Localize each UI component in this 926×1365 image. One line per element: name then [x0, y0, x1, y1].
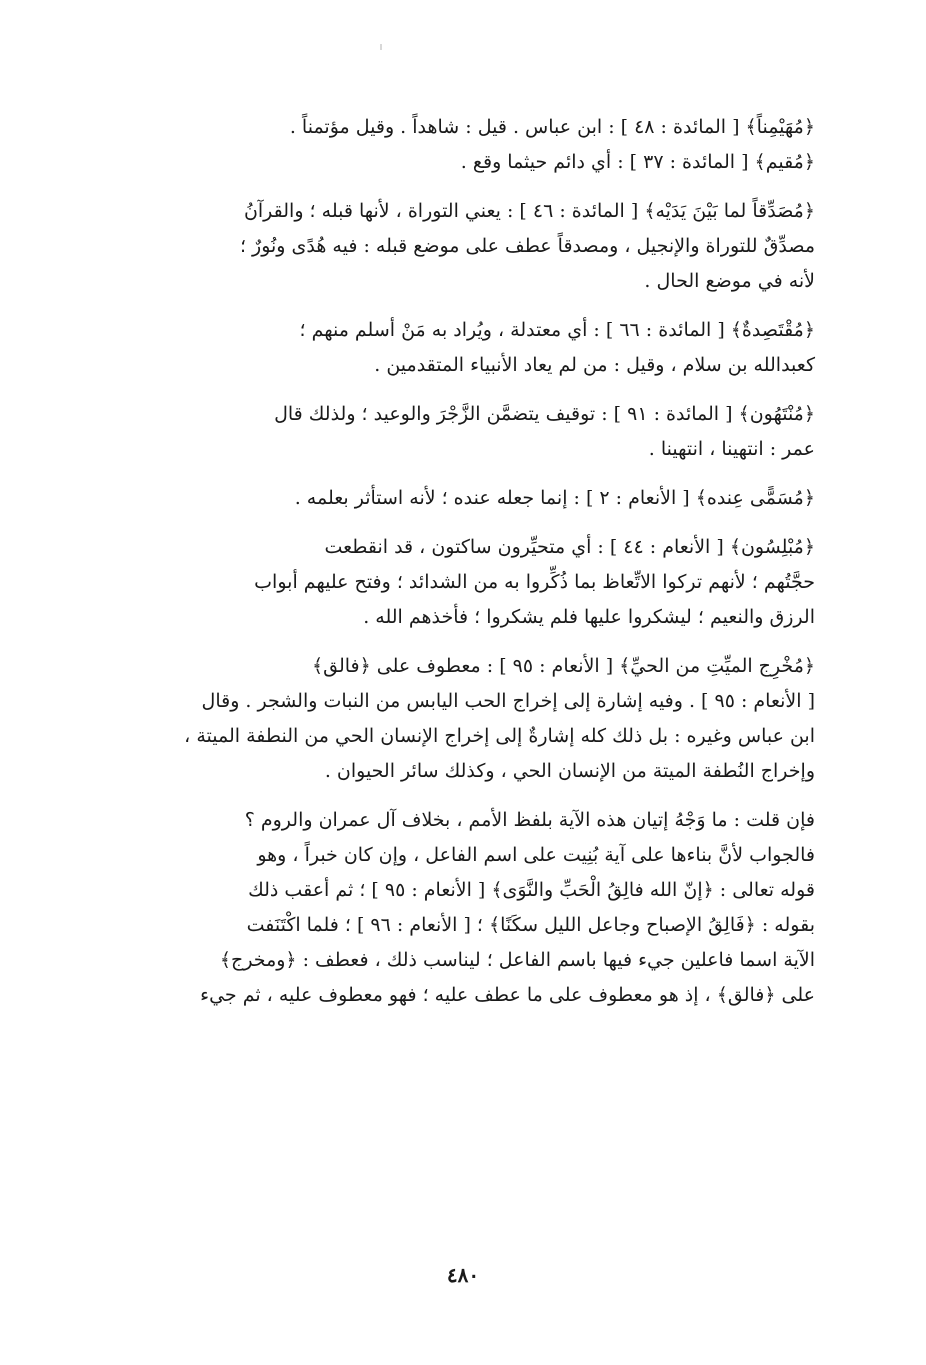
text-line: حجَّتُهم ؛ لأنهم تركوا الاتِّعاظ بما ذُكِّروا به من الشدائد ؛ وفتح عليهم أبواب	[254, 571, 815, 593]
text-line: ﴿مُخْرِج الميِّتِ من الحيِّ﴾ [ الأنعام : ٩٥ ] : معطوف على ﴿فالق﴾	[311, 655, 815, 677]
text-line: فإن قلت : ما وَجْهُ إتيان هذه الآية بلفظ الأمم ، بخلاف آل عمران والروم ؟	[244, 809, 815, 831]
text-line: وإخراج النُطفة الميتة من الإنسان الحي ، وكذلك سائر الحيوان .	[324, 760, 815, 782]
scan-mark	[380, 44, 382, 50]
text-line: عمر : انتهينا ، انتهينا .	[648, 438, 815, 460]
page-number: ٤٨٠	[446, 1263, 480, 1287]
text-line: ﴿مُنْتَهُون﴾ [ المائدة : ٩١ ] : توقيف يتضمَّن الزَّجْرَ والوعيد ؛ ولذلك قال	[274, 403, 815, 425]
page-body	[115, 110, 815, 1027]
text-line: ابن عباس وغيره : بل ذلك كله إشارةٌ إلى إخراج الإنسان الحي من النطفة الميتة ،	[184, 725, 815, 747]
entry-musaddiq	[115, 194, 815, 299]
text-line: مصدِّقٌ للتوراة والإنجيل ، ومصدقاً عطف على موضع قبله : فيه هُدًى ونُورٌ ؛	[239, 235, 815, 257]
answer-paragraph	[115, 838, 815, 1013]
entry-muqtasida	[115, 313, 815, 383]
entry-mublisun	[115, 530, 815, 635]
text-line: ﴿مُسَمًّى عِنده﴾ [ الأنعام : ٢ ] : إنما جعله عنده ؛ لأنه استأثر بعلمه .	[294, 487, 815, 509]
text-line: فالجواب لأنَّ بناءها على آية بُنِيت على اسم الفاعل ، وإن كان خبراً ، وهو	[257, 844, 815, 866]
text-line: بقوله : ﴿فَالِقُ الإصباح وجاعل الليل سكَنًا﴾ ؛ [ الأنعام : ٩٦ ] ؛ فلما اكْتَنَفت	[246, 914, 815, 936]
text-line: ﴿مُقْتَصِدةٌ﴾ [ المائدة : ٦٦ ] : أي معتدلة ، ويُراد به مَنْ أسلم منهم ؛	[299, 319, 815, 341]
text-line: لأنه في موضع الحال .	[644, 270, 815, 292]
entry-mukhrij	[115, 649, 815, 789]
text-line: قوله تعالى : ﴿إنّ الله فالِقُ الْحَبِّ والنَّوَى﴾ [ الأنعام : ٩٥ ] ؛ ثم أعقب ذلك	[248, 879, 815, 901]
text-line: الآية اسما فاعلين جيء فيها باسم الفاعل ؛ ليناسب ذلك ، فعطف : ﴿ومخرج﴾	[219, 949, 815, 971]
text-line: ﴿مُقيم﴾ [ المائدة : ٣٧ ] : أي دائم حيثما وقع .	[460, 151, 815, 173]
text-line: [ الأنعام : ٩٥ ] . وفيه إشارة إلى إخراج الحب اليابس من النبات والشجر . وقال	[201, 690, 815, 712]
text-line: ﴿مُصَدِّقاً لما بَيْنَ يَدَيْه﴾ [ المائدة : ٤٦ ] : يعني التوراة ، لأنها قبله ؛ والقرآنُ	[243, 200, 815, 222]
entry-muhaymin	[115, 110, 815, 180]
text-line: على ﴿فالق﴾ ، إذ هو معطوف على ما عطف عليه ؛ فهو معطوف عليه ، ثم جيء	[200, 984, 815, 1006]
text-line: ﴿مُبْلِسُون﴾ [ الأنعام : ٤٤ ] : أي متحيِّرون ساكتون ، قد انقطعت	[324, 536, 815, 558]
entry-muntahun	[115, 397, 815, 467]
text-line: ﴿مُهَيْمِناً﴾ [ المائدة : ٤٨ ] : ابن عباس . قيل : شاهداً . وقيل مؤتمناً .	[289, 116, 815, 138]
entry-musamma	[115, 481, 815, 516]
text-line: كعبدالله بن سلام ، وقيل : من لم يعاد الأنبياء المتقدمين .	[374, 354, 815, 376]
question-paragraph	[115, 803, 815, 838]
text-line: الرزق والنعيم ؛ ليشكروا عليها فلم يشكروا ؛ فأخذهم الله .	[363, 606, 815, 628]
